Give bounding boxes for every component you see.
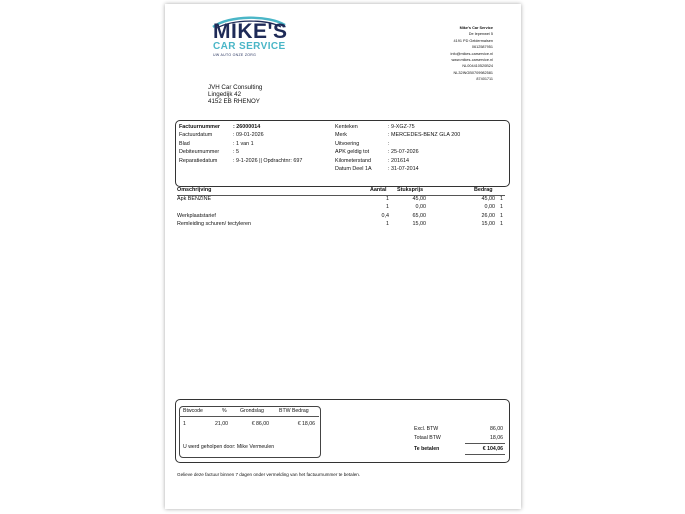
invoice-date-value: : 09-01-2026 <box>233 132 264 139</box>
table-row-amount: 0,00 <box>484 204 495 210</box>
logo-main-text: MIKE'S <box>213 20 288 43</box>
table-row-unit-price: 15,00 <box>412 221 426 227</box>
table-row-description: Apk BENZINE <box>177 196 212 202</box>
apk-value: : 25-07-2026 <box>388 149 419 156</box>
invoice-page <box>165 4 521 509</box>
vat-row-base: € 86,00 <box>251 421 269 427</box>
repair-date-value: : 9-1-2026 || Opdrachtnr: 697 <box>233 157 303 164</box>
variant-label: Uitvoering <box>335 140 360 147</box>
vat-row-code: 1 <box>183 421 186 427</box>
table-header-divider <box>177 195 505 196</box>
table-row-unit-price: 65,00 <box>412 213 426 219</box>
table-row-amount: 26,00 <box>481 213 495 219</box>
variant-value: : <box>388 140 390 147</box>
invoice-date-label: Factuurdatum <box>179 132 213 139</box>
table-row-vat-code: 1 <box>500 204 503 210</box>
recipient-name: JVH Car Consulting <box>208 84 263 91</box>
brand-value: : MERCEDES-BENZ GLA 200 <box>388 132 461 139</box>
company-line: 87401711 <box>476 77 493 82</box>
company-line: NL32INGB0709982581 <box>453 70 493 75</box>
excl-vat-value: 86,00 <box>490 426 503 432</box>
vat-row-amount: € 18,06 <box>297 421 315 427</box>
vat-header-amount: BTW Bedrag <box>279 408 309 414</box>
debtor-number-value: : 5 <box>233 149 239 156</box>
payment-note: Gelieve deze factuur binnen 7 dagen onder vermelding van het factuurnummer te betalen. <box>177 472 361 477</box>
excl-vat-label: Excl. BTW <box>414 426 439 432</box>
table-row-description: Werkplaatstarief <box>177 213 216 219</box>
company-line: www.mikes-carservice.nl <box>451 58 493 63</box>
vat-header-percent: % <box>222 408 227 414</box>
company-line: 0612587951 <box>471 45 493 50</box>
vat-header-code: Btwcode <box>183 408 203 414</box>
logo <box>213 22 288 57</box>
totals-divider <box>465 443 505 444</box>
company-line: De Iepenwei 5 <box>468 32 493 37</box>
total-vat-value: 18,06 <box>490 435 503 441</box>
col-header-description: Omschrijving <box>177 187 212 193</box>
table-row-quantity: 0,4 <box>381 213 389 219</box>
invoice-number-value: : 26000014 <box>233 124 261 130</box>
table-row-amount: 15,00 <box>481 221 495 227</box>
recipient-address <box>208 84 262 105</box>
table-row-vat-code: 1 <box>500 213 503 219</box>
table-row-unit-price: 45,00 <box>412 196 426 202</box>
recipient-city: 4152 EB RHENOY <box>208 98 260 105</box>
odometer-label: Kilometerstand <box>335 157 371 164</box>
table-row-amount: 45,00 <box>481 196 495 202</box>
col-header-unit-price: Stuksprijs <box>397 187 424 193</box>
col-header-quantity: Aantal <box>370 187 387 193</box>
invoice-number-label: Factuurnummer <box>179 124 221 130</box>
company-line: info@mikes-carservice.nl <box>450 51 493 56</box>
vat-header-divider <box>179 416 319 417</box>
amount-due-value: € 104,06 <box>482 446 503 452</box>
part1a-date-value: : 31-07-2014 <box>388 166 419 173</box>
brand-label: Merk <box>335 132 347 139</box>
table-row-quantity: 1 <box>386 221 389 227</box>
invoice-details-left <box>179 123 302 165</box>
table-row-quantity: 1 <box>386 204 389 210</box>
amount-due-label: Te betalen <box>414 446 440 452</box>
plate-value: : 9-XGZ-75 <box>388 124 415 130</box>
total-vat-label: Totaal BTW <box>414 435 441 441</box>
logo-sub-text: CAR SERVICE <box>213 41 286 52</box>
company-name: Mike's Car Service <box>459 26 493 30</box>
apk-label: APK geldig tot <box>335 149 370 156</box>
table-row-vat-code: 1 <box>500 196 503 202</box>
repair-date-label: Reparatiedatum <box>179 157 218 164</box>
table-row-quantity: 1 <box>386 196 389 202</box>
invoice-details-right <box>335 123 460 173</box>
company-info <box>451 25 493 83</box>
totals-bottom-divider <box>465 454 505 455</box>
vat-header-base: Grondslag <box>240 408 264 414</box>
col-header-amount: Bedrag <box>474 187 493 193</box>
logo-tagline: UW AUTO ONZE ZORG <box>213 53 257 57</box>
vat-row-percent: 21,00 <box>215 421 228 427</box>
table-row-vat-code: 1 <box>500 221 503 227</box>
debtor-number-label: Debiteurnummer <box>179 149 220 156</box>
helped-by-text: U werd geholpen door: Mike Vermeulen <box>183 444 275 450</box>
plate-label: Kenteken <box>335 124 358 130</box>
odometer-value: : 201614 <box>388 157 409 164</box>
page-value: : 1 van 1 <box>233 140 254 147</box>
company-line: 4191 PD Geldermalsen <box>453 38 493 43</box>
recipient-street: Lingedijk 42 <box>208 91 242 98</box>
company-line: NL004410520B24 <box>462 64 493 69</box>
table-row-unit-price: 0,00 <box>415 204 426 210</box>
part1a-date-label: Datum Deel 1A <box>335 166 372 173</box>
table-row-description: Remleiding schuren/ tectyleren <box>177 221 252 227</box>
page-label: Blad <box>179 140 190 147</box>
